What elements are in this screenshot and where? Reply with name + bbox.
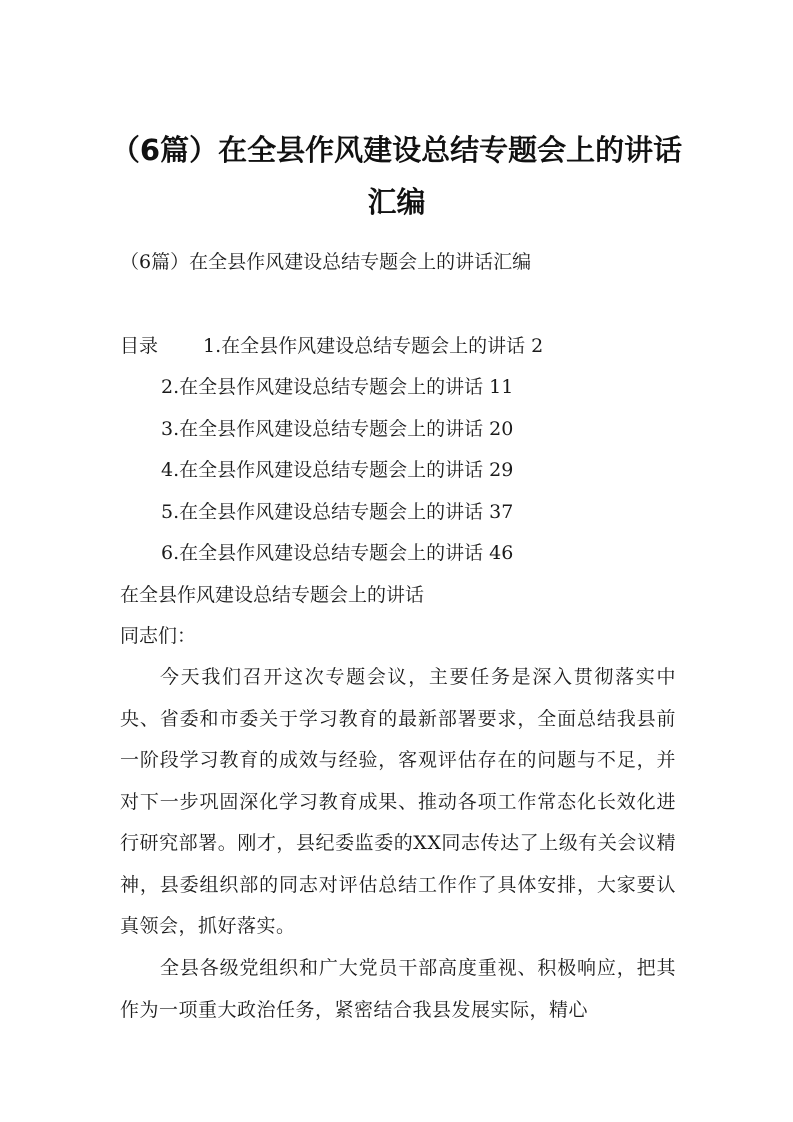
body-paragraph-2: 全县各级党组织和广大党员干部高度重视、积极响应，把其作为一项重大政治任务，紧密结合我县发展实际，精心 bbox=[120, 957, 676, 1021]
toc-item-5: 5.在全县作风建设总结专题会上的讲话 37 bbox=[161, 501, 514, 523]
toc-item-4: 4.在全县作风建设总结专题会上的讲话 29 bbox=[161, 459, 514, 481]
toc-item-3: 3.在全县作风建设总结专题会上的讲话 20 bbox=[161, 418, 514, 440]
toc-item-6: 6.在全县作风建设总结专题会上的讲话 46 bbox=[161, 542, 514, 564]
toc-item-2: 2.在全县作风建设总结专题会上的讲话 11 bbox=[161, 376, 514, 398]
salutation: 同志们： bbox=[120, 625, 197, 647]
toc-item-1: 1.在全县作风建设总结专题会上的讲话 2 bbox=[203, 335, 544, 357]
document-subtitle: （6篇）在全县作风建设总结专题会上的讲话汇编 bbox=[120, 251, 532, 273]
section-title: 在全县作风建设总结专题会上的讲话 bbox=[120, 584, 425, 606]
document-title: （6篇）在全县作风建设总结专题会上的讲话汇编 bbox=[110, 133, 683, 219]
body-paragraph-1: 今天我们召开这次专题会议，主要任务是深入贯彻落实中央、省委和市委关于学习教育的最新部署要求，全面总结我县前一阶段学习教育的成效与经验，客观评估存在的问题与不足，并对下一步巩固深化学习教育成果、推动各项工作常态化长效化进行研究部署。刚才，县纪委监委的XX同志传达了上级有关会议精神，县委组织部的同志对评估总结工作作了具体安排，大家要认真领会，抓好落实。 bbox=[120, 666, 676, 937]
toc-label: 目录 bbox=[120, 335, 159, 357]
